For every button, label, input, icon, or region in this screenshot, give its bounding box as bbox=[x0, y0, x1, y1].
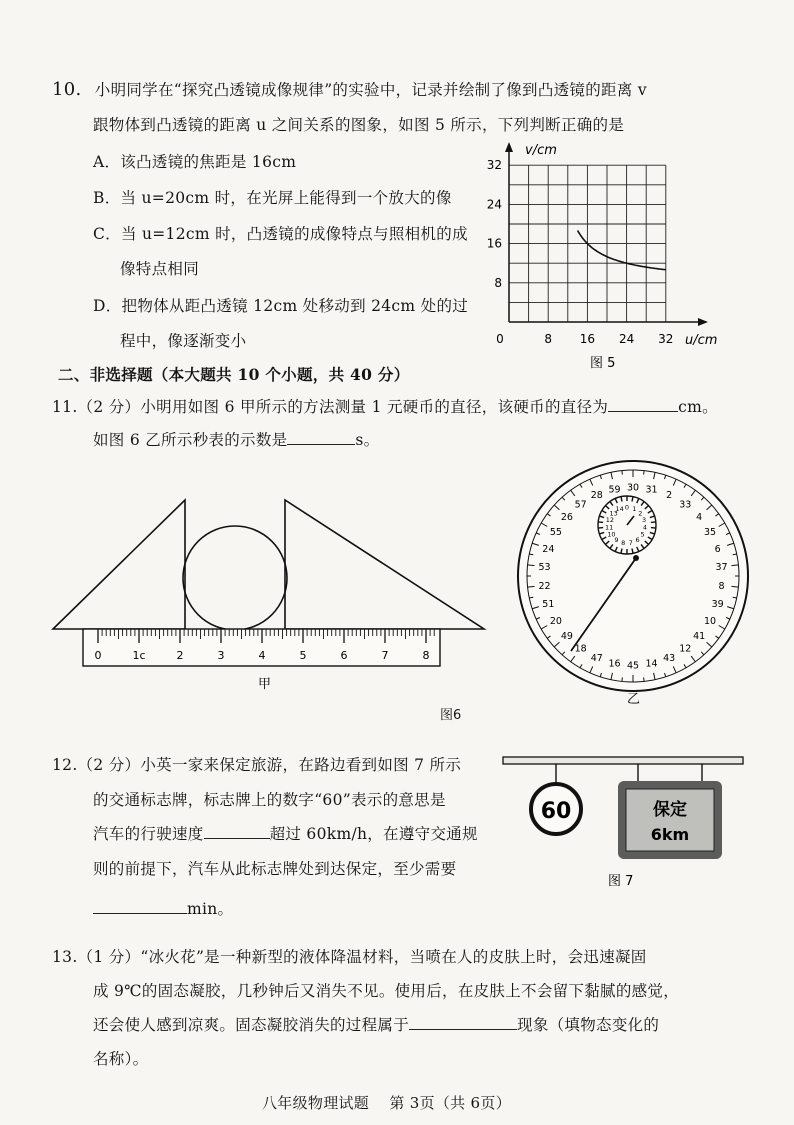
q10-line1 bbox=[52, 78, 647, 100]
stopwatch-number: 28 bbox=[590, 490, 603, 502]
minute-number: 12 bbox=[605, 515, 615, 524]
right-triangle bbox=[285, 500, 484, 629]
y-tick-label: 32 bbox=[486, 158, 502, 173]
stopwatch-number: 35 bbox=[704, 527, 717, 538]
y-tick-label: 16 bbox=[486, 236, 502, 251]
minute-tick bbox=[598, 522, 603, 523]
stopwatch-number: 24 bbox=[542, 543, 555, 555]
stopwatch-number: 31 bbox=[645, 484, 658, 496]
stopwatch-number: 6 bbox=[714, 543, 721, 555]
q10-stem-2: 跟物体到凸透镜的距离 u 之间关系的图象，如图 5 所示，下列判断正确的是 bbox=[93, 116, 625, 134]
q12-line5 bbox=[93, 897, 233, 919]
figure-7-traffic-signs bbox=[500, 752, 750, 892]
q12-answer-blank-2[interactable] bbox=[93, 913, 187, 914]
stopwatch-number: 53 bbox=[538, 562, 551, 574]
q13-stem-3: 还会使人感到凉爽。固态凝胶消失的过程属于 bbox=[93, 1016, 410, 1034]
ruler-label: 2 bbox=[176, 649, 184, 662]
ruler-label: 3 bbox=[217, 649, 225, 662]
stopwatch-number: 12 bbox=[679, 643, 692, 655]
ruler-label: 1c bbox=[132, 649, 146, 662]
y-tick-label: 24 bbox=[486, 197, 502, 212]
stopwatch-number: 10 bbox=[704, 616, 717, 627]
stopwatch-number: 8 bbox=[718, 580, 725, 592]
stopwatch-number: 26 bbox=[560, 511, 573, 523]
destination-distance: 6km bbox=[650, 825, 690, 844]
stopwatch-number: 16 bbox=[608, 658, 621, 670]
x-tick-label: 8 bbox=[544, 332, 553, 346]
figure-6a-ruler-coin bbox=[48, 492, 493, 702]
section-2-heading: 二、非选择题（本大题共 10 个小题，共 40 分） bbox=[58, 365, 410, 384]
stopwatch-number: 4 bbox=[696, 511, 703, 523]
q10-option-c2: 像特点相同 bbox=[120, 260, 200, 278]
minute-tick bbox=[651, 522, 656, 523]
minute-number: 10 bbox=[607, 530, 616, 539]
coin bbox=[183, 526, 287, 630]
stopwatch-number: 43 bbox=[663, 652, 676, 664]
minute-number: 0 bbox=[624, 503, 630, 512]
figure-6b-stopwatch bbox=[515, 458, 755, 706]
figure-6-caption: 图6 bbox=[440, 708, 462, 723]
figure-5-caption: 图 5 bbox=[590, 356, 616, 371]
stopwatch-number: 47 bbox=[590, 652, 603, 664]
y-axis-arrow bbox=[505, 142, 513, 152]
q13-stem-3b: 现象（填物态变化的 bbox=[517, 1016, 660, 1034]
x-tick-label: 0 bbox=[496, 332, 504, 346]
minute-number: 14 bbox=[615, 505, 624, 514]
minute-number: 11 bbox=[604, 523, 614, 532]
stopwatch-number: 2 bbox=[666, 490, 673, 502]
q10-option-c1: C．当 u=12cm 时，凸透镜的成像特点与照相机的成 bbox=[93, 225, 468, 243]
ruler-label: 0 bbox=[94, 649, 102, 662]
q12-stem-3b: 超过 60km/h，在遵守交通规 bbox=[269, 825, 478, 843]
q13-stem-1: 13.（1 分）“冰火花”是一种新型的液体降温材料，当喷在人的皮肤上时，会迅速凝固 bbox=[52, 948, 647, 966]
chart-tick-labels bbox=[487, 158, 674, 346]
q10-option-d1: D．把物体从距凸透镜 12cm 处移动到 24cm 处的过 bbox=[93, 297, 469, 315]
stopwatch-number: 37 bbox=[715, 562, 728, 574]
minute-number: 2 bbox=[638, 509, 643, 518]
minute-number: 4 bbox=[642, 523, 647, 532]
stopwatch-hub bbox=[633, 555, 639, 561]
stopwatch-number: 39 bbox=[711, 599, 724, 611]
stopwatch-number: 33 bbox=[679, 499, 692, 511]
destination-name: 保定 bbox=[653, 800, 687, 820]
chart-y-axis-label: v/cm bbox=[525, 143, 557, 158]
x-tick-label: 24 bbox=[618, 332, 635, 346]
stopwatch-number: 14 bbox=[645, 658, 658, 670]
stopwatch-number: 55 bbox=[549, 527, 562, 538]
stopwatch-number: 30 bbox=[626, 482, 640, 494]
stopwatch-number: 59 bbox=[608, 484, 621, 496]
stopwatch-number: 18 bbox=[574, 643, 587, 655]
q13-line3 bbox=[93, 1013, 659, 1035]
page-footer: 八年级物理试题 第 3页（共 6页） bbox=[262, 1094, 511, 1112]
q12-stem-4: 则的前提下，汽车从此标志牌处到达保定，至少需要 bbox=[93, 860, 457, 878]
q11-unit-1: cm。 bbox=[678, 398, 718, 416]
minute-number: 8 bbox=[621, 539, 626, 548]
figure-6b-label: 乙 bbox=[627, 692, 641, 706]
minute-number: 13 bbox=[609, 509, 618, 518]
figure-5-chart bbox=[480, 138, 720, 373]
q11-line2 bbox=[93, 428, 379, 450]
stopwatch-number: 57 bbox=[574, 499, 587, 511]
y-tick-label: 8 bbox=[494, 275, 502, 290]
stopwatch-number: 41 bbox=[693, 631, 706, 643]
q10-option-a: A．该凸透镜的焦距是 16cm bbox=[93, 153, 297, 171]
q10-stem-1: 小明同学在“探究凸透镜成像规律”的实验中，记录并绘制了像到凸透镜的距离 v bbox=[94, 81, 647, 99]
q13-stem-2: 成 9℃的固态凝胶，几秒钟后又消失不见。使用后，在皮肤上不会留下黏腻的感觉， bbox=[93, 982, 680, 1000]
stopwatch-number: 22 bbox=[538, 580, 551, 592]
q11-unit-2: s。 bbox=[355, 431, 380, 449]
stopwatch-number: 45 bbox=[626, 660, 640, 672]
q12-stem-1: 12.（2 分）小英一家来保定旅游，在路边看到如图 7 所示 bbox=[52, 756, 462, 774]
chart-axes bbox=[505, 142, 708, 326]
q11-stem-2: 如图 6 乙所示秒表的示数是 bbox=[93, 431, 288, 449]
x-axis-arrow bbox=[698, 318, 708, 326]
minute-tick bbox=[598, 528, 603, 529]
minute-number: 3 bbox=[642, 515, 647, 524]
q13-answer-blank[interactable] bbox=[409, 1029, 517, 1030]
minute-number: 7 bbox=[628, 539, 633, 548]
q10-number: 10. bbox=[52, 79, 82, 100]
q10-option-b: B．当 u=20cm 时，在光屏上能得到一个放大的像 bbox=[93, 189, 452, 207]
ruler-label: 7 bbox=[381, 649, 389, 662]
q11-line1 bbox=[52, 395, 718, 417]
q12-stem-3: 汽车的行驶速度 bbox=[93, 825, 204, 843]
x-tick-label: 16 bbox=[579, 332, 596, 346]
q12-line3 bbox=[93, 822, 478, 844]
ruler-label: 6 bbox=[340, 649, 348, 662]
minute-number: 9 bbox=[614, 536, 619, 545]
q10-option-d2: 程中，像逐渐变小 bbox=[120, 332, 247, 350]
ruler-label: 5 bbox=[299, 649, 307, 662]
stopwatch-number: 49 bbox=[560, 631, 573, 643]
minute-number: 1 bbox=[632, 505, 637, 514]
left-triangle bbox=[53, 500, 185, 629]
q12-answer-blank-1[interactable] bbox=[204, 838, 270, 839]
chart-x-axis-label: u/cm bbox=[685, 333, 718, 348]
minute-number: 5 bbox=[640, 530, 645, 539]
speed-limit-value: 60 bbox=[540, 799, 572, 824]
minute-tick bbox=[651, 528, 656, 529]
chart-curve-group bbox=[578, 165, 666, 270]
q12-unit: min。 bbox=[187, 900, 234, 918]
figure-7-caption: 图 7 bbox=[608, 874, 634, 889]
q12-stem-2: 的交通标志牌，标志牌上的数字“60”表示的意思是 bbox=[93, 791, 446, 809]
figure-6a-label: 甲 bbox=[258, 677, 272, 692]
ruler-label: 4 bbox=[258, 649, 266, 662]
q11-answer-blank-2[interactable] bbox=[287, 444, 355, 445]
sign-bar bbox=[503, 757, 743, 764]
minute-number: 6 bbox=[635, 536, 640, 545]
x-tick-label: 32 bbox=[658, 332, 674, 346]
q11-answer-blank-1[interactable] bbox=[608, 411, 678, 412]
q13-stem-4: 名称）。 bbox=[93, 1050, 149, 1068]
chart-series-curve bbox=[578, 231, 666, 270]
q11-stem-1: 11.（2 分）小明用如图 6 甲所示的方法测量 1 元硬币的直径，该硬币的直径为 bbox=[52, 398, 609, 416]
stopwatch-number: 51 bbox=[542, 599, 555, 611]
stopwatch-outer-ring bbox=[518, 461, 748, 691]
ruler-label: 8 bbox=[422, 649, 430, 662]
stopwatch-number: 20 bbox=[549, 616, 562, 627]
